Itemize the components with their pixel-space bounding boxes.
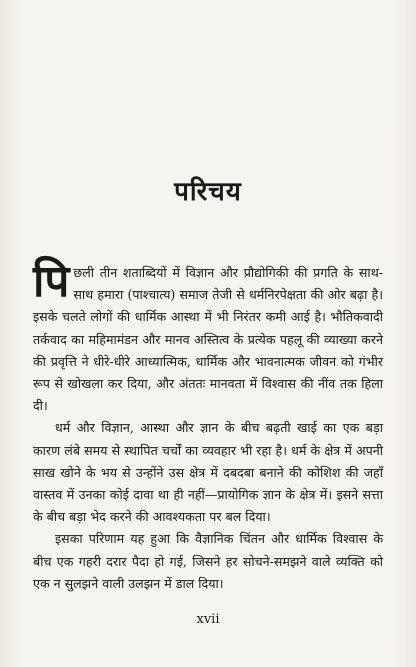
body-text [33,256,383,595]
paragraph-1-text: छली तीन शताब्दियों में विज्ञान और प्रौद्योगिकी की प्रगति के साथ-साथ हमारा (पाश्चात्य) समाज तेजी से धर्मनिरपेक्षता की ओर बढ़ा है। इसके चलते लोगों की धार्मिक आस्था में भी निरंतर कमी आई है। भौतिकवादी तर्कवाद का महिमामंडन और मानव अस्तित्व के प्रत्येक पहलू की व्याख्या करने की प्रवृत्ति ने धीरे-धीरे आध्यात्मिक, धार्मिक और भावनात्मक जीवन को गंभीर रूप से खोखला कर दिया, और अंततः मानवता में विश्वास की नींव तक हिला दी। [33,265,383,414]
paragraph-1 [33,256,383,417]
paragraph-2: धर्म और विज्ञान, आस्था और ज्ञान के बीच बढ़ती खाई का एक बड़ा कारण लंबे समय से स्थापित चर्चों का व्यवहार भी रहा है। धर्म के क्षेत्र में अपनी साख खोने के भय से उन्होंने उस क्षेत्र में दबदबा बनाने की कोशिश की जहाँ वास्तव में उनका कोई दावा था ही नहीं—प्रायोगिक ज्ञान के क्षेत्र में। इसने सत्ता के बीच बड़ा भेद करने की आवश्यकता पर बल दिया। [33,420,383,525]
paragraph-3: इसका परिणाम यह हुआ कि वैज्ञानिक चिंतन और धार्मिक विश्वास के बीच एक गहरी दरार पैदा हो गई, जिसने हर सोचने-समझने वाले व्यक्ति को एक न सुलझने वाली उलझन में डाल दिया। [33,531,383,591]
chapter-title: परिचय [174,177,242,207]
drop-cap: पि [33,256,70,307]
page-number: xvii [196,612,220,627]
